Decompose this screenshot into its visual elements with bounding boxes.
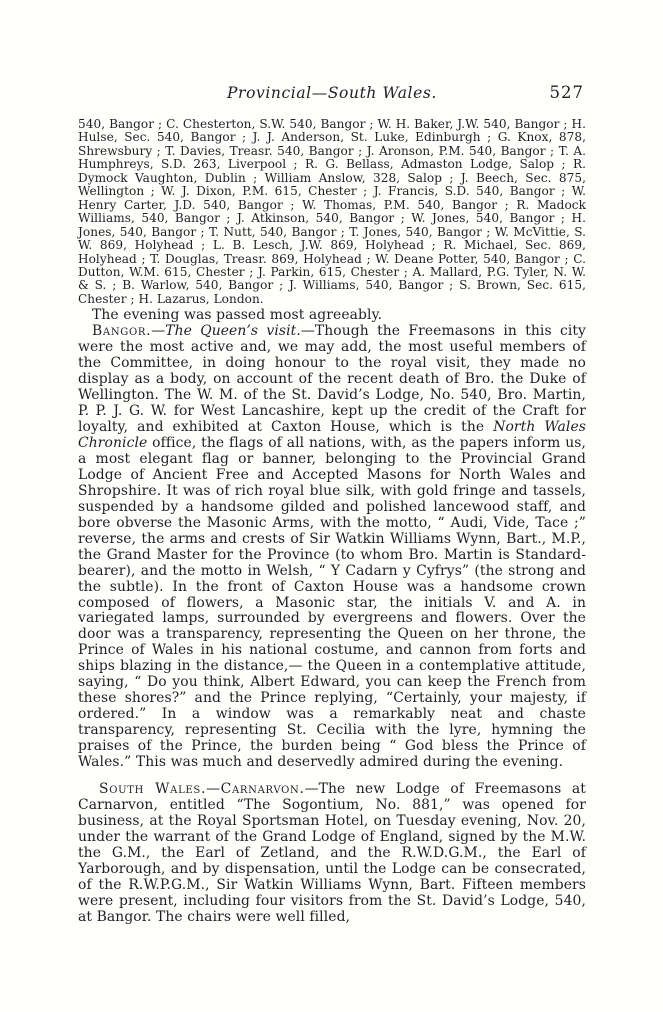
running-head-title: Provincial—South Wales. (227, 84, 437, 102)
text-segment: office, the flags of all nations, with, as the papers inform us, a most elegant flag or banner, belonging to the Provincial Grand Lodge of Ancient Free and Accepted Masons for North Wales and Shropshire. It was of rich royal blue silk, with gold fringe and tassels, suspended by a handsome gilded and polished lancewood staff, and bore obverse the Masonic Arms, with the motto, “ Audi, Vide, Tace ;” reverse, the arms and crests of Sir Watkin Williams Wynn, Bart., M.P., the Grand Master for the Province (to whom Bro. Martin is Standard-bearer), and the motto in Welsh, “ Y Cadarn y Cyfrys” (the strong and the subtle). In the front of Caxton House was a handsome crown composed of flowers, a Masonic star, the initials V. and A. in variegated lamps, surrounded by evergreens and flowers. Over the door was a transparency, representing the Queen on her throne, the Prince of Wales in his national costume, and cannon from forts and ships blazing in the distance,— the Queen in a contemplative attitude, saying, “ Do you think, Albert Edward, you can keep the French from these shores?” and the Prince replying, “Certainly, your majesty, if ordered.” In a window was a remarkably neat and chaste transparency, representing St. Cecilia with the lyre, hymning the praises of the Prince, the burden being “ God bless the Prince of Wales.” This was much and deservedly admired during the evening. (78, 434, 586, 771)
text-column (78, 84, 586, 926)
page-number: 527 (549, 83, 584, 102)
bangor-queens-visit-paragraph (78, 324, 586, 771)
text-segment: —Though the Freemasons in this city were the most active and, we may add, the most useful members of the Committee, in doing honour to the royal visit, they made no display as a body, on account of the recent death of Bro. the Duke of Wellington. The W. M. of the St. David’s Lodge, No. 540, Bro. Martin, P. P. J. G. W. for West Lancashire, kept up the credit of the Craft for loyalty, and exhibited at Caxton House, which is the (78, 323, 586, 436)
text-segment: —The new Lodge of Freemasons at Carnarvon, entitled “The Sogontium, No. 881,” was opened for business, at the Royal Sportsman Hotel, on Tuesday evening, Nov. 20, under the warrant of the Grand Lodge of England, signed by the M.W. the G.M., the Earl of Zetland, and the R.W.D.G.M., the Earl of Yarborough, and by dispensation, until the Lodge can be consecrated, of the R.W.P.G.M., Sir Watkin Williams Wynn, Bart. Fifteen members were present, including four visitors from the St. David’s Lodge, 540, at Bangor. The chairs were well filled, (78, 780, 586, 925)
south-wales-carnarvon-paragraph (78, 782, 586, 926)
running-head (78, 84, 586, 108)
evening-paragraph (78, 308, 586, 324)
paragraph-container (78, 118, 586, 926)
text-segment: — (151, 323, 166, 340)
members-list-paragraph (78, 118, 586, 306)
text-segment: 540, Bangor ; C. Chesterton, S.W. 540, Bangor ; W. H. Baker, J.W. 540, Bangor ; H. Hulse, Sec. 540, Bangor ; J. J. Anderson, St. Luke, Edinburgh ; G. Knox, 878, Shrewsbury ; T. Davies, Treasr. 540, Bangor ; J. Aronson, P.M. 540, Bangor ; T. A. Humphreys, S.D. 263, Liverpool ; R. G. Bellass, Admaston Lodge, Salop ; R. Dymock Vaughton, Dublin ; William Anslow, 328, Salop ; J. Beech, Sec. 875, Wellington ; W. J. Dixon, P.M. 615, Chester ; J. Francis, S.D. 540, Bangor ; W. Henry Carter, J.D. 540, Bangor ; W. Thomas, P.M. 540, Bangor ; R. Madock Williams, 540, Bangor ; J. Atkinson, 540, Bangor ; W. Jones, 540, Bangor ; H. Jones, 540, Bangor ; T. Nutt, 540, Bangor ; T. Jones, 540, Bangor ; W. McVittie, S. W. 869, Holyhead ; L. B. Lesch, J.W. 869, Holyhead ; R. Michael, Sec. 869, Holyhead ; T. Douglas, Treasr. 869, Holyhead ; W. Deane Potter, 540, Bangor ; C. Dutton, W.M. 615, Chester ; J. Parkin, 615, Chester ; A. Mallard, P.G. Tyler, N. W. & S. ; B. Warlow, 540, Bangor ; J. Williams, 540, Bangor ; S. Brown, Sec. 615, Chester ; H. Lazarus, London. (78, 117, 586, 306)
text-segment-italic: The Queen’s visit. (165, 323, 301, 340)
text-segment: The evening was passed most agreeably. (92, 307, 383, 324)
text-segment-smallcaps: South Wales.—Carnarvon. (99, 780, 305, 797)
text-segment-italic: North Wales Chronicle (78, 419, 587, 451)
text-segment-smallcaps: Bangor. (92, 323, 152, 340)
